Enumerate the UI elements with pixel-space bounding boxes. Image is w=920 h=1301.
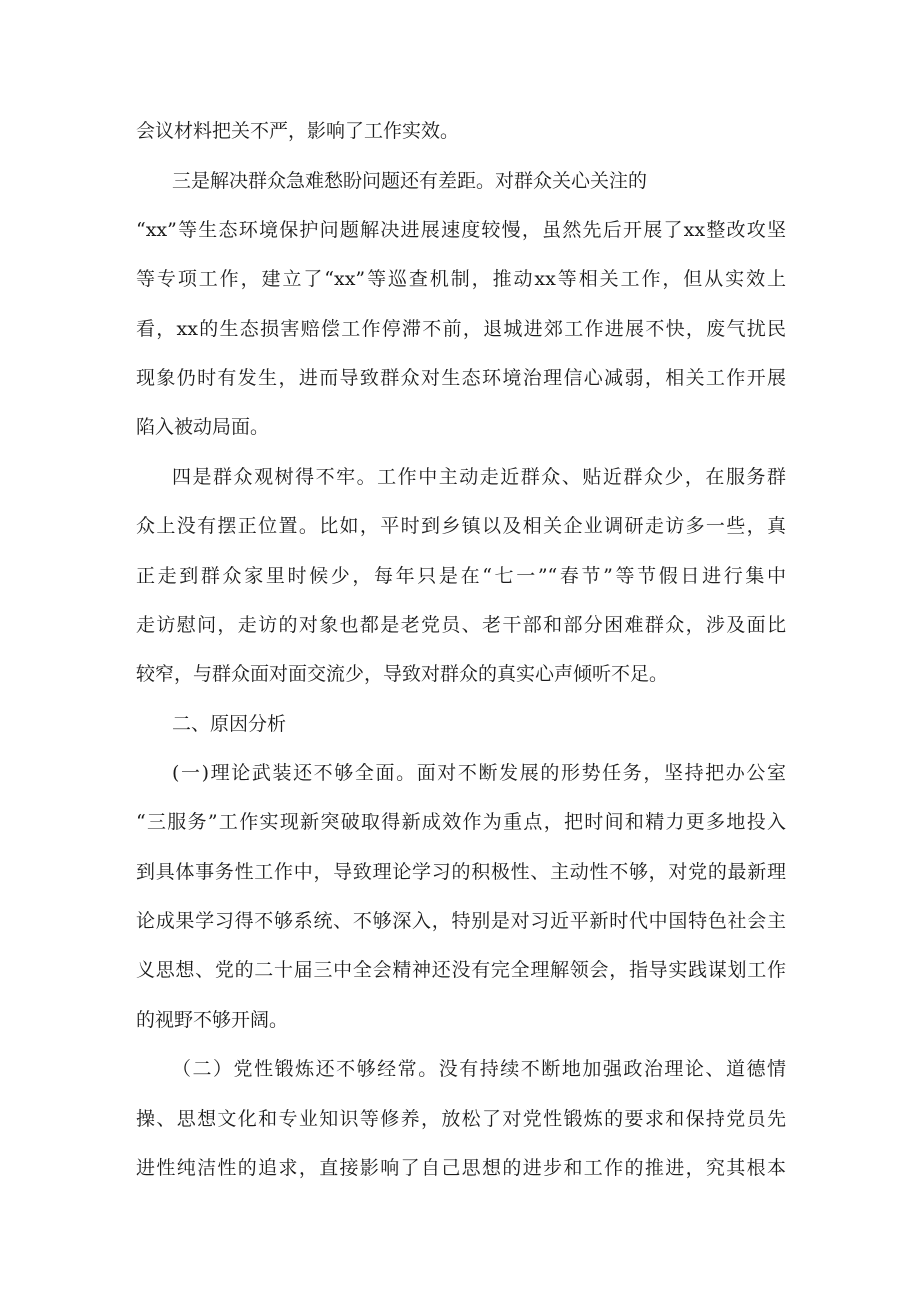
text-line: 会议材料把关不严，影响了工作实效。: [136, 120, 460, 142]
text-line: 走访慰问，走访的对象也都是老党员、老干部和部分困难群众，涉及面比: [136, 614, 786, 636]
text-line: 四是群众观树得不牢。工作中主动走近群众、贴近群众少，在服务群: [172, 466, 786, 488]
text-line: 论成果学习得不够系统、不够深入，特别是对习近平新时代中国特色社会主: [136, 910, 786, 932]
text-line: 较窄，与群众面对面交流少，导致对群众的真实心声倾听不足。: [136, 663, 669, 685]
text-line: 三是解决群众急难愁盼问题还有差距。对群众关心关注的: [172, 170, 648, 192]
text-line: 现象仍时有发生，进而导致群众对生态环境治理信心减弱，相关工作开展: [136, 367, 786, 389]
text-line: 众上没有摆正位置。比如，平时到乡镇以及相关企业调研走访多一些，真: [136, 515, 786, 537]
text-line: 的视野不够开阔。: [136, 1009, 289, 1031]
text-line: 义思想、党的二十届三中全会精神还没有完全理解领会，指导实践谋划工作: [136, 959, 786, 981]
text-line: 进性纯洁性的追求，直接影响了自己思想的进步和工作的推进，究其根本: [136, 1157, 786, 1179]
text-line: “xx”等生态环境保护问题解决进展速度较慢，虽然先后开展了xx整改攻坚: [136, 219, 786, 241]
text-line: (一)理论武装还不够全面。面对不断发展的形势任务，坚持把办公室: [172, 762, 786, 784]
text-line: 正走到群众家里时候少，每年只是在“七一”“春节”等节假日进行集中: [136, 565, 786, 587]
section-heading: 二、原因分析: [172, 713, 287, 735]
text-line: 看，xx的生态损害赔偿工作停滞不前，退城进郊工作进展不快，废气扰民: [136, 318, 786, 340]
text-line: 陷入被动局面。: [136, 416, 270, 438]
text-line: “三服务”工作实现新突破取得新成效作为重点，把时间和精力更多地投入: [136, 811, 786, 833]
text-line: 操、思想文化和专业知识等修养，放松了对党性锻炼的要求和保持党员先: [136, 1108, 786, 1130]
text-line: 等专项工作，建立了“xx”等巡查机制，推动xx等相关工作，但从实效上: [136, 268, 786, 290]
text-line: 到具体事务性工作中，导致理论学习的积极性、主动性不够，对党的最新理: [136, 861, 786, 883]
text-line: （二）党性锻炼还不够经常。没有持续不断地加强政治理论、道德情: [172, 1058, 786, 1080]
